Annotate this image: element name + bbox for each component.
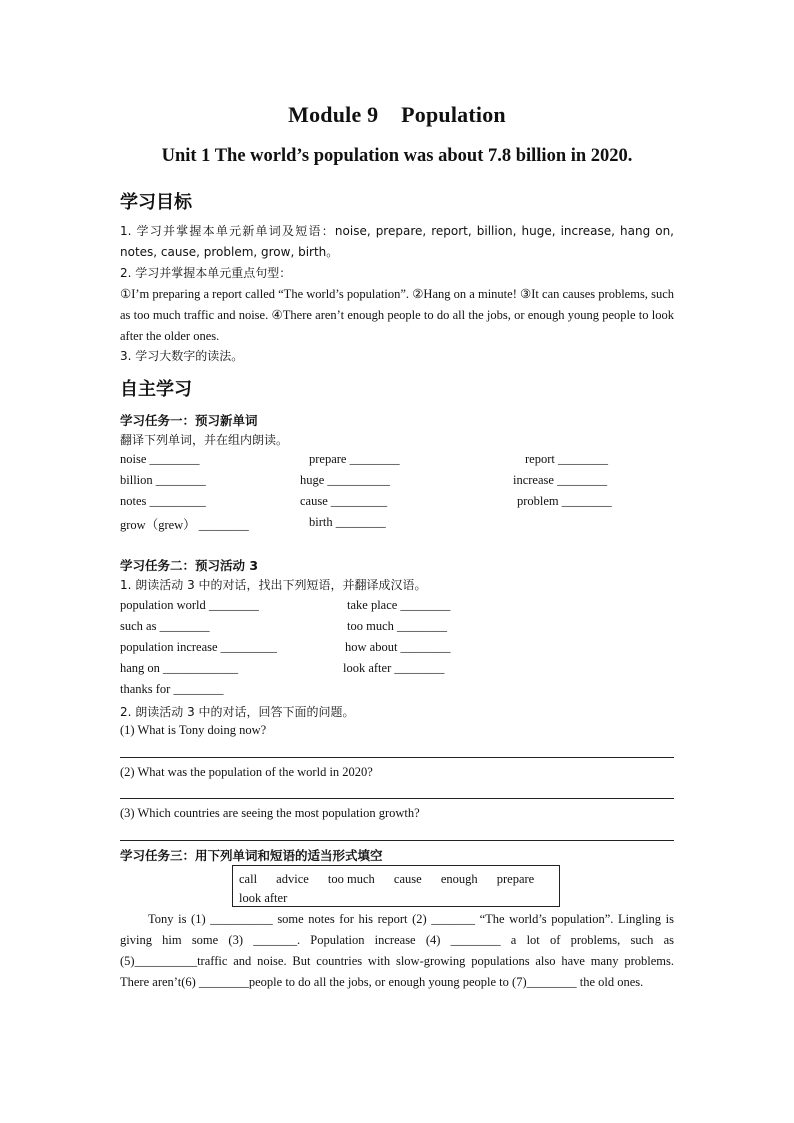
phrase-item: population increase _________ — [120, 640, 277, 654]
vocab-item: birth ________ — [309, 515, 386, 529]
word-bank-item: enough — [440, 872, 478, 886]
word-bank — [232, 865, 560, 907]
vocab-item: problem ________ — [517, 494, 612, 508]
phrase-item: such as ________ — [120, 619, 210, 633]
phrase-item: too much ________ — [347, 619, 447, 633]
question-2: (2) What was the population of the world in 2020? — [120, 765, 373, 779]
key-sentences: ①I’m preparing a report called “The world’s population”. ②Hang on a minute! ③It can causes problems, such as too much traffic and noise. ④There aren’t enough people to do all the jobs, or enough young people to look after the older ones. — [120, 287, 674, 343]
phrase-item: thanks for ________ — [120, 682, 224, 696]
task1-instruction: 翻译下列单词，并在组内朗读。 — [120, 433, 289, 447]
task2-instruction-1: 1. 朗读活动 3 中的对话，找出下列短语，并翻译成汉语。 — [120, 578, 427, 592]
cloze-passage-text: Tony is (1) __________ some notes for his report (2) _______ “The world’s population”. Lingling is giving him some (3) _______. Population increase (4) ________ a lot of problems, such as (5)__________traffic and noise. But countries with slow-growing populations also have many problems. There aren’t(6) ________people to do all the jobs, or enough young people to (7)________ the old ones. — [120, 912, 674, 989]
word-bank-item: call — [239, 872, 258, 886]
task2-instruction-2: 2. 朗读活动 3 中的对话，回答下面的问题。 — [120, 705, 355, 719]
word-bank-item: look after — [239, 891, 288, 905]
vocab-item: increase ________ — [513, 473, 608, 487]
unit-subtitle: Unit 1 The world’s population was about 7.8 billion in 2020. — [161, 146, 633, 166]
phrase-item: population world ________ — [120, 598, 259, 612]
objectives-heading: 学习目标 — [120, 192, 192, 213]
objective-item-1: 1. 学习并掌握本单元新单词及短语：noise, prepare, report, billion, huge, increase, hang on, notes, cause, problem, grow, birth。 — [120, 224, 674, 259]
answer-line-2[interactable] — [120, 798, 674, 799]
phrase-item: take place ________ — [347, 598, 451, 612]
vocab-item: huge __________ — [300, 473, 390, 487]
word-bank-item: cause — [393, 872, 422, 886]
phrase-item: how about ________ — [345, 640, 451, 654]
vocab-item: prepare ________ — [309, 452, 400, 466]
vocab-item: report ________ — [525, 452, 608, 466]
task3-title: 学习任务三：用下列单词和短语的适当形式填空 — [120, 848, 383, 863]
word-bank-item: prepare — [496, 872, 535, 886]
task2-title: 学习任务二：预习活动 3 — [120, 558, 259, 573]
answer-line-3[interactable] — [120, 840, 674, 841]
vocab-item: noise ________ — [120, 452, 200, 466]
self-study-heading: 自主学习 — [120, 379, 192, 400]
objective-item-3: 3. 学习大数字的读法。 — [120, 349, 244, 363]
question-3: (3) Which countries are seeing the most population growth? — [120, 806, 420, 820]
word-bank-item: too much — [327, 872, 375, 886]
task1-title: 学习任务一：预习新单词 — [120, 413, 258, 428]
phrase-item: hang on ____________ — [120, 661, 239, 675]
word-bank-item: advice — [276, 872, 309, 886]
vocab-item: billion ________ — [120, 473, 206, 487]
question-1: (1) What is Tony doing now? — [120, 723, 267, 737]
page-title: Module 9 Population — [288, 102, 506, 127]
objective-item-2: 2. 学习并掌握本单元重点句型： — [120, 266, 292, 280]
phrase-item: look after ________ — [343, 661, 445, 675]
vocab-item: grow（grew） ________ — [120, 518, 249, 532]
cloze-passage — [120, 909, 674, 993]
vocab-item: cause _________ — [300, 494, 388, 508]
vocab-item: notes _________ — [120, 494, 206, 508]
answer-line-1[interactable] — [120, 757, 674, 758]
